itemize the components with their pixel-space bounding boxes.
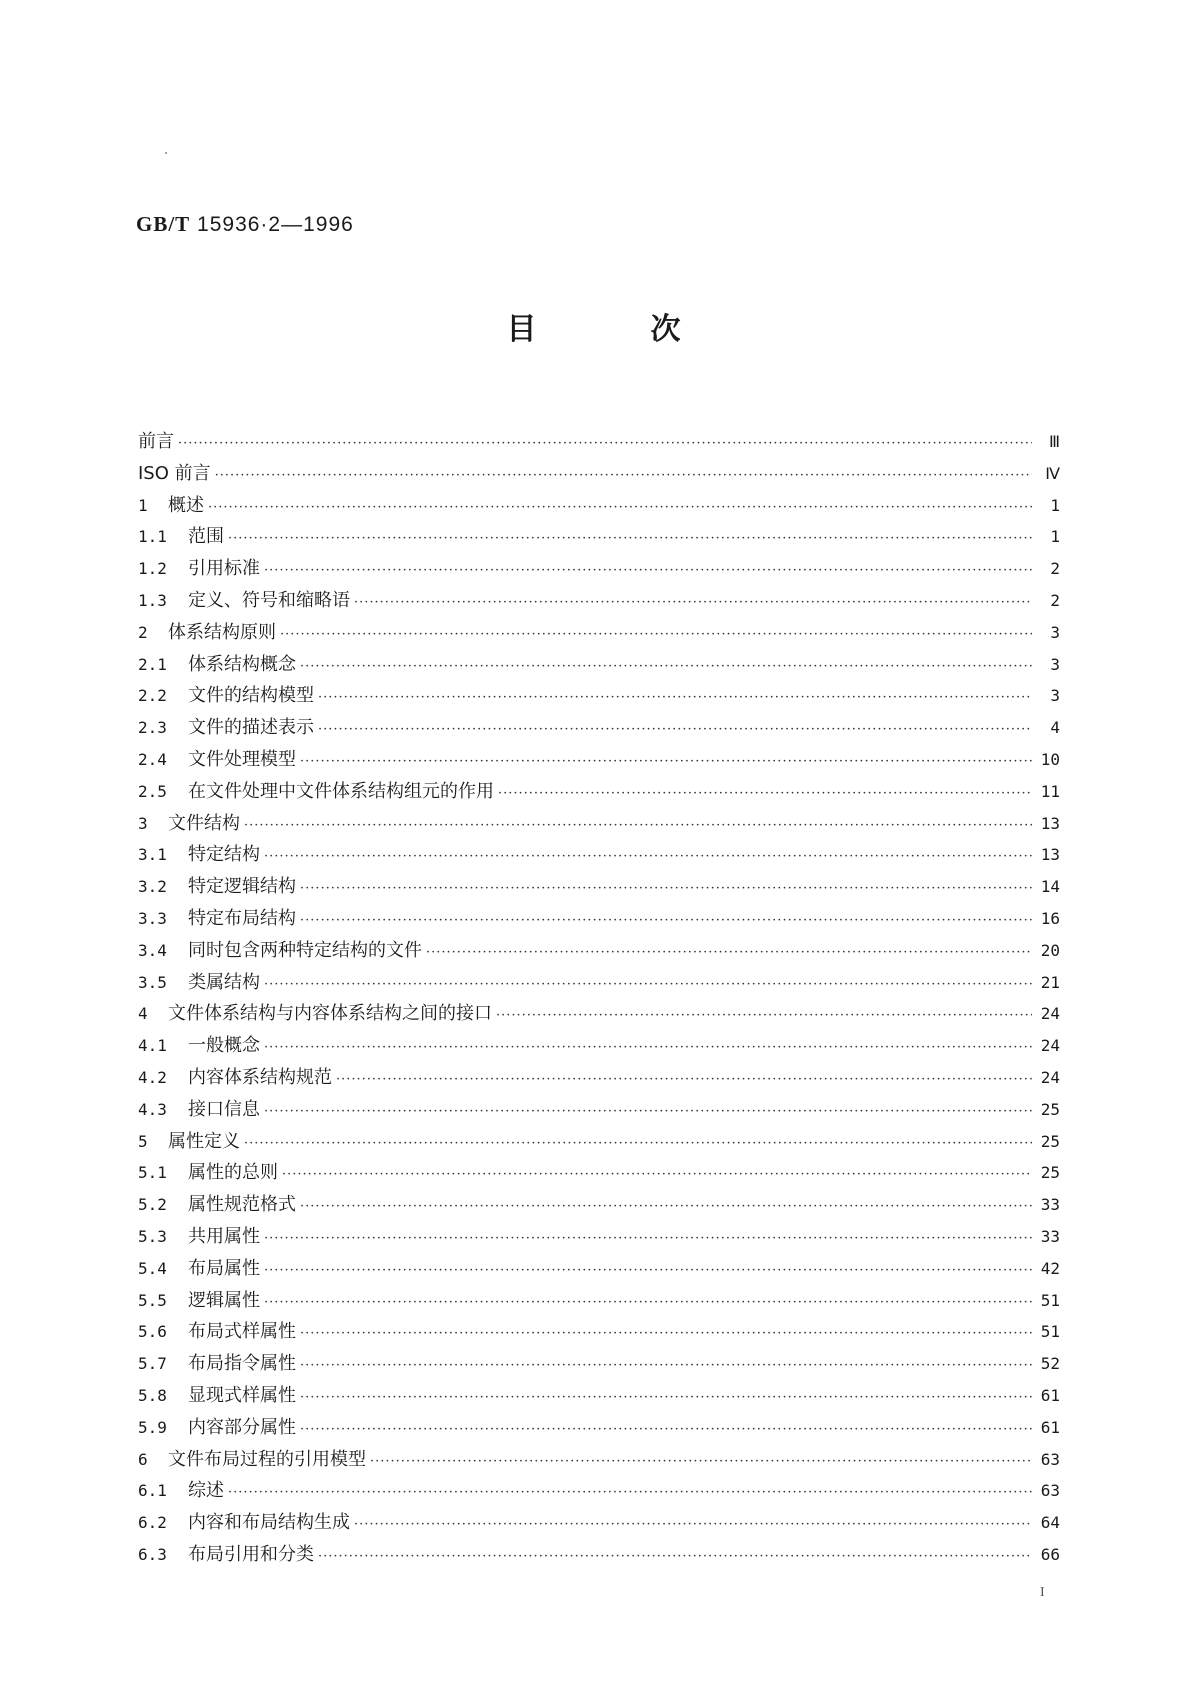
scan-speck (165, 152, 167, 154)
toc-entry[interactable] (138, 776, 1060, 808)
toc-leader-dots (318, 1541, 1032, 1573)
toc-entry-number: 6.1 (138, 1481, 167, 1501)
toc-entry-number: 2.1 (138, 654, 167, 674)
toc-entry-page: 21 (1040, 972, 1060, 992)
standard-prefix: GB/T (136, 212, 191, 236)
toc-entry[interactable] (138, 935, 1060, 967)
toc-entry[interactable] (138, 1285, 1060, 1317)
toc-entry[interactable] (138, 744, 1060, 776)
toc-entry-title: 文件布局过程的引用模型 (168, 1448, 366, 1470)
toc-entry-number: 5.9 (138, 1417, 167, 1437)
toc-entry-number: 4 (138, 1004, 148, 1024)
toc-entry-page: 66 (1040, 1544, 1060, 1564)
toc-entry-number: 2.2 (138, 686, 167, 706)
page-title (0, 304, 1191, 348)
toc-leader-dots (228, 523, 1032, 555)
toc-entry-page: 11 (1040, 781, 1060, 801)
toc-entry-number: 1 (138, 495, 148, 515)
toc-leader-dots (318, 682, 1032, 714)
standard-code: 15936·2—1996 (197, 213, 354, 236)
toc-entry[interactable] (138, 903, 1060, 935)
toc-entry[interactable] (138, 1189, 1060, 1221)
toc-entry-title: 体系结构概念 (188, 653, 296, 675)
toc-leader-dots (300, 1382, 1032, 1414)
toc-entry-number: 3.3 (138, 908, 167, 928)
toc-entry-number: 4.3 (138, 1099, 167, 1119)
toc-leader-dots (300, 873, 1032, 905)
toc-entry-number: 5.7 (138, 1354, 167, 1374)
toc-entry-page: 2 (1050, 559, 1060, 579)
toc-leader-dots (426, 937, 1032, 969)
toc-entry-title: 范围 (188, 526, 224, 548)
toc-entry[interactable] (138, 458, 1060, 490)
toc-entry-page: 13 (1040, 813, 1060, 833)
toc-entry[interactable] (138, 1126, 1060, 1158)
toc-entry-page: 63 (1040, 1481, 1060, 1501)
toc-entry-page: 52 (1040, 1354, 1060, 1374)
toc-entry[interactable] (138, 1062, 1060, 1094)
toc-entry-title: 特定逻辑结构 (188, 876, 296, 898)
toc-leader-dots (354, 587, 1032, 619)
toc-entry-title: 布局式样属性 (188, 1321, 296, 1343)
toc-entry-page: 4 (1050, 718, 1060, 738)
toc-entry-page: 64 (1040, 1513, 1060, 1533)
toc-entry-number: 2.3 (138, 718, 167, 738)
toc-entry[interactable] (138, 1253, 1060, 1285)
toc-entry-title: 类属结构 (188, 971, 260, 993)
toc-leader-dots (264, 1255, 1032, 1287)
toc-entry-title: ISO 前言 (138, 462, 211, 484)
toc-entry-number: 3 (138, 813, 148, 833)
toc-leader-dots (282, 1159, 1032, 1191)
toc-entry-page: 25 (1040, 1163, 1060, 1183)
toc-entry[interactable] (138, 1157, 1060, 1189)
toc-entry[interactable] (138, 1412, 1060, 1444)
toc-entry-page: 24 (1040, 1067, 1060, 1087)
toc-entry-title: 属性规范格式 (188, 1194, 296, 1216)
toc-entry[interactable] (138, 649, 1060, 681)
toc-entry-page: 14 (1040, 877, 1060, 897)
toc-leader-dots (264, 1032, 1032, 1064)
toc-entry-page: 1 (1050, 495, 1060, 515)
toc-entry-number: 1.3 (138, 590, 167, 610)
toc-leader-dots (178, 428, 1032, 460)
toc-entry-title: 共用属性 (188, 1225, 260, 1247)
toc-entry-page: 13 (1040, 845, 1060, 865)
toc-entry-title: 定义、符号和缩略语 (188, 589, 350, 611)
toc-entry[interactable] (138, 1030, 1060, 1062)
toc-entry-page: 51 (1040, 1290, 1060, 1310)
toc-entry-title: 文件体系结构与内容体系结构之间的接口 (168, 1003, 492, 1025)
toc-leader-dots (300, 905, 1032, 937)
toc-entry[interactable] (138, 680, 1060, 712)
toc-entry-page: 33 (1040, 1195, 1060, 1215)
toc-entry-number: 3.2 (138, 877, 167, 897)
toc-entry-number: 5.5 (138, 1290, 167, 1310)
toc-entry[interactable] (138, 426, 1060, 458)
toc-entry-page: 25 (1040, 1099, 1060, 1119)
toc-entry-number: 5.8 (138, 1385, 167, 1405)
toc-entry-title: 引用标准 (188, 558, 260, 580)
toc-entry-number: 4.1 (138, 1036, 167, 1056)
toc-entry[interactable] (138, 1539, 1060, 1571)
toc-entry[interactable] (138, 967, 1060, 999)
toc-leader-dots (264, 841, 1032, 873)
toc-leader-dots (496, 1000, 1032, 1032)
toc-entry-title: 一般概念 (188, 1035, 260, 1057)
toc-entry[interactable] (138, 998, 1060, 1030)
toc-entry[interactable] (138, 617, 1060, 649)
toc-entry-title: 文件处理模型 (188, 748, 296, 770)
toc-entry-title: 布局指令属性 (188, 1353, 296, 1375)
toc-entry-page: 10 (1040, 749, 1060, 769)
toc-entry-title: 布局引用和分类 (188, 1543, 314, 1565)
toc-entry-number: 6.3 (138, 1544, 167, 1564)
toc-leader-dots (300, 1191, 1032, 1223)
toc-entry-page: 25 (1040, 1131, 1060, 1151)
toc-leader-dots (215, 460, 1032, 492)
toc-entry-number: 5.6 (138, 1322, 167, 1342)
toc-entry[interactable] (138, 808, 1060, 840)
toc-entry[interactable] (138, 1316, 1060, 1348)
toc-entry-page: 16 (1040, 908, 1060, 928)
toc-entry[interactable] (138, 1507, 1060, 1539)
toc-entry[interactable] (138, 1221, 1060, 1253)
toc-entry-title: 在文件处理中文件体系结构组元的作用 (188, 780, 494, 802)
toc-leader-dots (244, 1128, 1032, 1160)
toc-entry-number: 5 (138, 1131, 148, 1151)
toc-leader-dots (264, 555, 1032, 587)
toc-entry-page: 61 (1040, 1385, 1060, 1405)
toc-entry-title: 内容和布局结构生成 (188, 1512, 350, 1534)
toc-leader-dots (264, 1287, 1032, 1319)
toc-entry-page: Ⅳ (1045, 463, 1060, 483)
toc-leader-dots (300, 746, 1032, 778)
toc-entry[interactable] (138, 839, 1060, 871)
toc-entry-number: 6.2 (138, 1513, 167, 1533)
toc-entry-page: 2 (1050, 590, 1060, 610)
toc-entry-title: 内容体系结构规范 (188, 1066, 332, 1088)
toc-entry-number: 5.2 (138, 1195, 167, 1215)
toc-entry-title: 内容部分属性 (188, 1416, 296, 1438)
toc-leader-dots (228, 1477, 1032, 1509)
toc-entry[interactable] (138, 1444, 1060, 1476)
toc-entry[interactable] (138, 585, 1060, 617)
toc-entry[interactable] (138, 1348, 1060, 1380)
toc-entry[interactable] (138, 553, 1060, 585)
page-number: I (1040, 1585, 1045, 1600)
toc-entry-number: 5.3 (138, 1226, 167, 1246)
toc-leader-dots (264, 1096, 1032, 1128)
toc-entry-number: 6 (138, 1449, 148, 1469)
toc-entry-number: 2.4 (138, 749, 167, 769)
toc-leader-dots (498, 778, 1032, 810)
toc-entry-page: 20 (1040, 940, 1060, 960)
toc-leader-dots (264, 1223, 1032, 1255)
toc-entry-title: 属性的总则 (188, 1162, 278, 1184)
title-char-1: 目 (506, 312, 541, 347)
toc-entry-page: 3 (1050, 654, 1060, 674)
toc-entry-number: 5.1 (138, 1163, 167, 1183)
toc-entry-page: Ⅲ (1048, 432, 1060, 451)
toc-entry-page: 24 (1040, 1004, 1060, 1024)
toc-entry-number: 3.4 (138, 940, 167, 960)
toc-entry[interactable] (138, 871, 1060, 903)
toc-entry-title: 特定结构 (188, 844, 260, 866)
toc-entry-number: 5.4 (138, 1258, 167, 1278)
toc-entry-title: 接口信息 (188, 1098, 260, 1120)
toc-entry-title: 布局属性 (188, 1257, 260, 1279)
toc-entry-page: 51 (1040, 1322, 1060, 1342)
toc-entry[interactable] (138, 1475, 1060, 1507)
toc-entry-title: 逻辑属性 (188, 1289, 260, 1311)
toc-entry-title: 综述 (188, 1480, 224, 1502)
toc-entry-title: 文件的结构模型 (188, 685, 314, 707)
toc-entry-title: 属性定义 (168, 1130, 240, 1152)
toc-entry-number: 4.2 (138, 1067, 167, 1087)
toc-leader-dots (300, 1414, 1032, 1446)
toc-leader-dots (244, 810, 1032, 842)
toc-leader-dots (318, 714, 1032, 746)
toc-entry-page: 33 (1040, 1226, 1060, 1246)
toc-entry[interactable] (138, 1380, 1060, 1412)
toc-leader-dots (264, 969, 1032, 1001)
toc-entry-title: 文件的描述表示 (188, 717, 314, 739)
toc-entry-title: 特定布局结构 (188, 907, 296, 929)
toc-entry[interactable] (138, 712, 1060, 744)
title-char-2: 次 (650, 312, 685, 347)
toc-entry-title: 显现式样属性 (188, 1384, 296, 1406)
toc-entry-page: 63 (1040, 1449, 1060, 1469)
toc-entry-page: 24 (1040, 1036, 1060, 1056)
table-of-contents (138, 426, 1060, 1571)
toc-entry-title: 同时包含两种特定结构的文件 (188, 939, 422, 961)
toc-entry[interactable] (138, 1094, 1060, 1126)
toc-entry-number: 3.1 (138, 845, 167, 865)
toc-leader-dots (370, 1446, 1032, 1478)
toc-entry-number: 1.1 (138, 527, 167, 547)
standard-number (136, 212, 354, 237)
toc-leader-dots (280, 619, 1032, 651)
toc-entry-page: 3 (1050, 622, 1060, 642)
toc-leader-dots (300, 651, 1032, 683)
toc-leader-dots (300, 1350, 1032, 1382)
toc-entry-page: 3 (1050, 686, 1060, 706)
toc-entry-title: 文件结构 (168, 812, 240, 834)
toc-entry-title: 前言 (138, 431, 174, 452)
toc-entry-page: 42 (1040, 1258, 1060, 1278)
toc-entry-title: 概述 (168, 494, 204, 516)
toc-entry-page: 61 (1040, 1417, 1060, 1437)
toc-entry[interactable] (138, 490, 1060, 522)
toc-leader-dots (208, 492, 1032, 524)
toc-entry-number: 2 (138, 622, 148, 642)
toc-leader-dots (300, 1318, 1032, 1350)
toc-entry-number: 3.5 (138, 972, 167, 992)
toc-entry[interactable] (138, 521, 1060, 553)
toc-entry-number: 1.2 (138, 559, 167, 579)
toc-entry-page: 1 (1050, 527, 1060, 547)
toc-entry-title: 体系结构原则 (168, 621, 276, 643)
toc-leader-dots (354, 1509, 1032, 1541)
toc-leader-dots (336, 1064, 1032, 1096)
toc-entry-number: 2.5 (138, 781, 167, 801)
